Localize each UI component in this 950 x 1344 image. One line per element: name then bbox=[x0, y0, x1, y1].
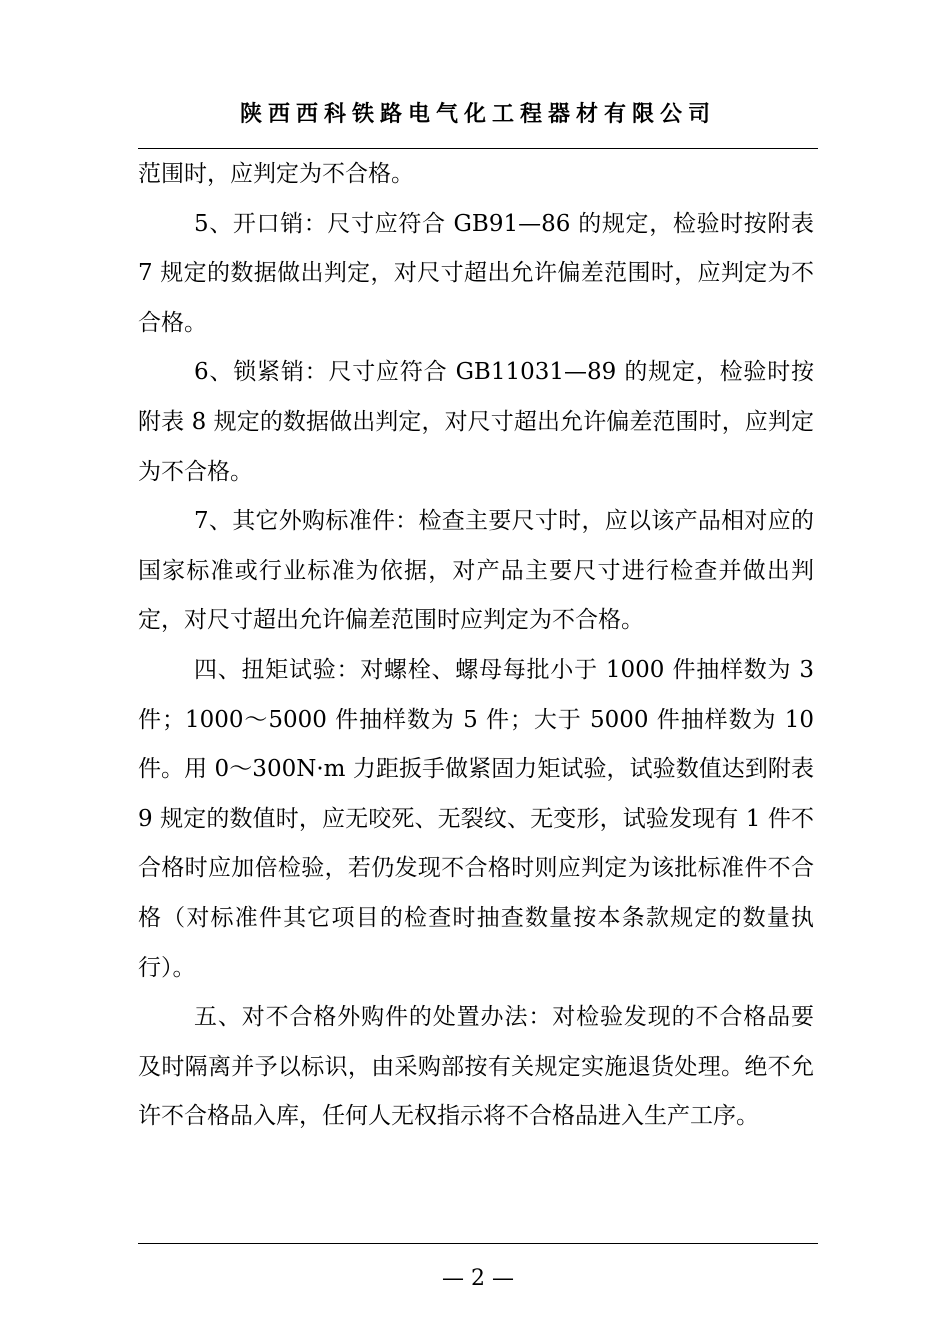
document-body bbox=[138, 150, 814, 1142]
paragraph-nonconforming-handling: 五、对不合格外购件的处置办法：对检验发现的不合格品要及时隔离并予以标识，由采购部按有关规定实施退货处理。绝不允许不合格品入库，任何人无权指示将不合格品进入生产工序。 bbox=[138, 1004, 814, 1130]
paragraph-torque-test: 四、扭矩试验：对螺栓、螺母每批小于 1000 件抽样数为 3 件；1000～5000 件抽样数为 5 件；大于 5000 件抽样数为 10 件。用 0～300N·m 力距扳手做紧固力矩试验，试验数值达到附表 9 规定的数值时，应无咬死、无裂纹、无变形，试验发现有 1 件不合格时应加倍检验，若仍发现不合格时则应判定为该批标准件不合格（对标准件其它项目的检查时抽查数量按本条款规定的数量执行）。 bbox=[138, 656, 814, 981]
paragraph-other-standard-parts: 7、其它外购标准件：检查主要尺寸时，应以该产品相对应的国家标准或行业标准为依据，对产品主要尺寸进行检查并做出判定，对尺寸超出允许偏差范围时应判定为不合格。 bbox=[138, 508, 814, 634]
page-number: — 2 — bbox=[442, 1266, 514, 1291]
paragraph-cotter-pin: 5、开口销：尺寸应符合 GB91—86 的规定，检验时按附表 7 规定的数据做出判定，对尺寸超出允许偏差范围时，应判定为不合格。 bbox=[138, 210, 814, 336]
company-header: 陕西西科铁路电气化工程器材有限公司 bbox=[239, 102, 716, 127]
paragraph-lock-pin: 6、锁紧销：尺寸应符合 GB11031—89 的规定，检验时按附表 8 规定的数据做出判定，对尺寸超出允许偏差范围时，应判定为不合格。 bbox=[138, 359, 814, 485]
paragraph-continuation: 范围时，应判定为不合格。 bbox=[138, 161, 414, 187]
header-divider bbox=[138, 148, 818, 149]
footer-divider bbox=[138, 1243, 818, 1244]
